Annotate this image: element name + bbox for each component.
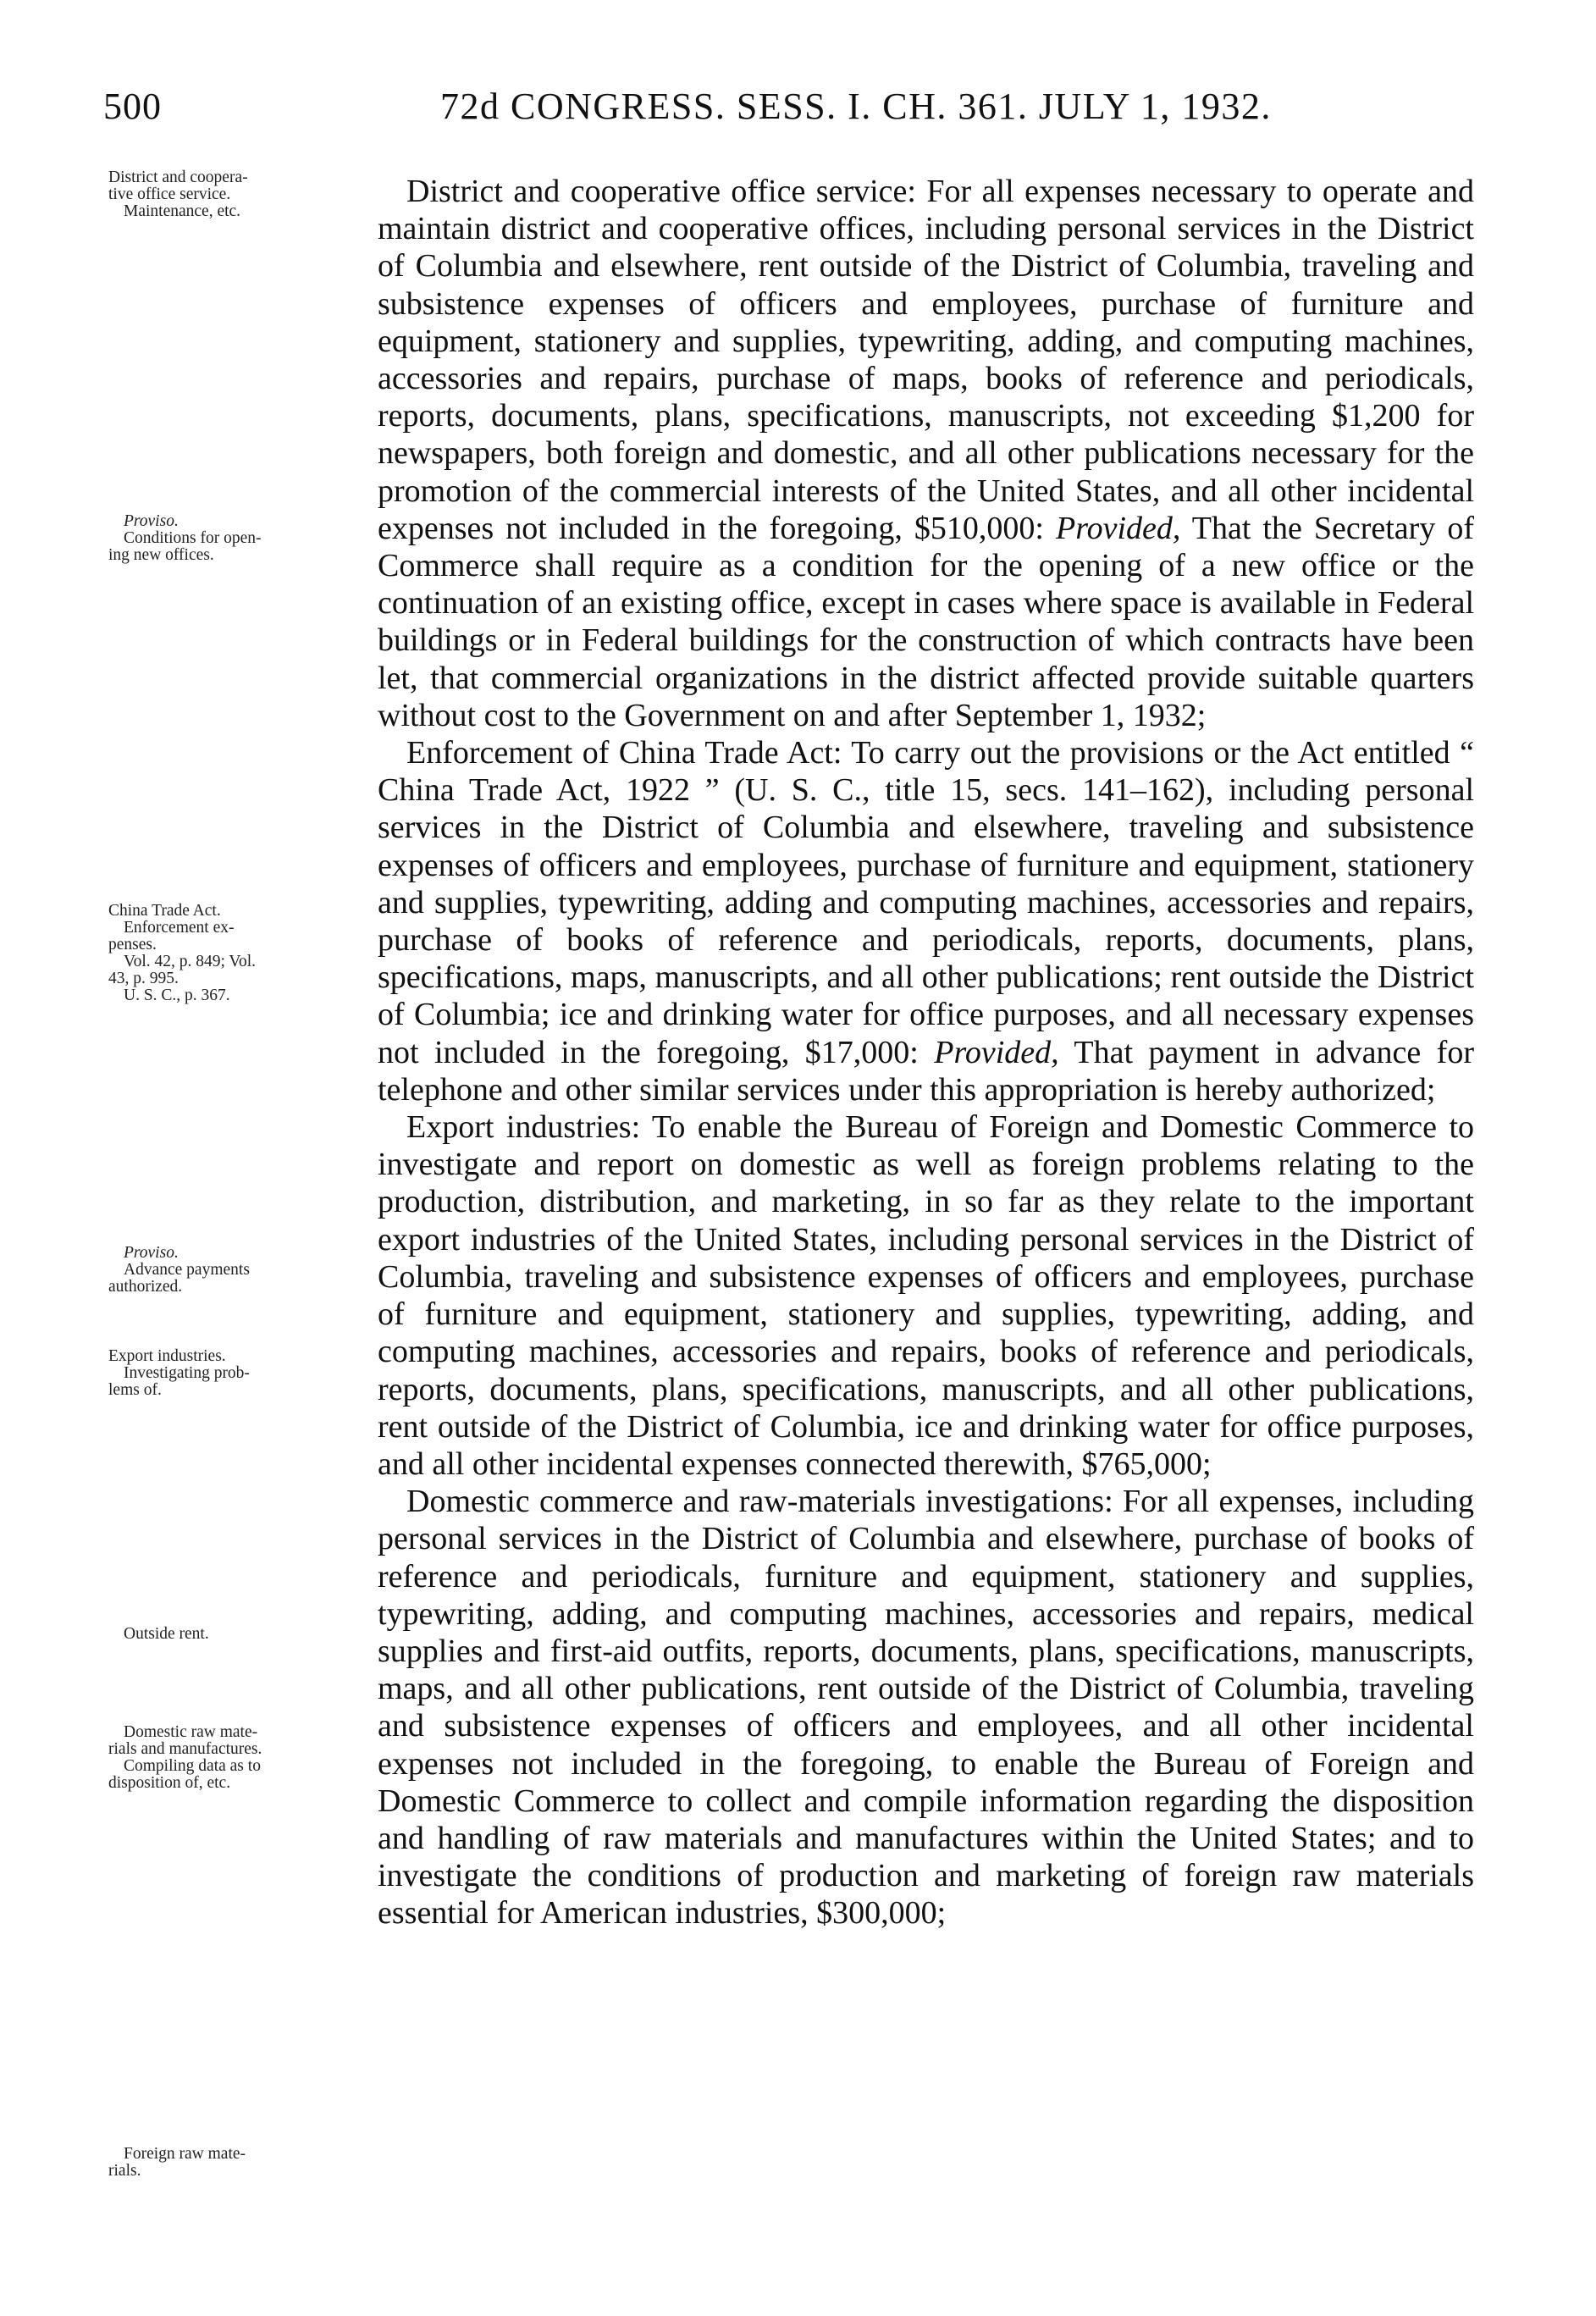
running-head: 72d CONGRESS. SESS. I. CH. 361. JULY 1, 1932. <box>440 86 1272 127</box>
margin-note-line: Outside rent. <box>124 1625 209 1643</box>
margin-note-line: Vol. 42, p. 849; Vol. <box>124 953 257 970</box>
margin-note-line: Foreign raw mate- <box>124 2145 246 2163</box>
margin-note-outside-rent <box>108 1626 367 1643</box>
paragraph-export-industries <box>378 1108 1474 1483</box>
main-text <box>378 173 1474 1932</box>
margin-note-line: Proviso. <box>124 512 179 530</box>
margin-note-line: penses. <box>108 936 157 953</box>
margin-note-line: Enforcement ex- <box>124 919 235 937</box>
margin-note-line: authorized. <box>108 1278 183 1296</box>
paragraph-text: District and cooperative office service: For all expenses necessary to operate and maintain district and cooperative offices, including personal services in the District of Columbia and elsewhere, rent outside of the District of Columbia, traveling and subsistence expenses of officers and employees, purchase of furniture and equipment, stationery and supplies, typewriting, adding, and computing machines, accessories and repairs, purchase of maps, books of reference and periodicals, reports, documents, plans, specifications, manuscripts, not exceeding $1,200 for newspapers, both foreign and domestic, and all other publications necessary for the promotion of the commercial interests of the United States, and all other incidental expenses not included in the foregoing, $510,000: <box>378 174 1474 546</box>
paragraph-text: Enforcement of China Trade Act: To carry out the provisions or the Act entitled “ China Trade Act, 1922 ” (U. S. C., title 15, secs. 141–162), including personal services in the District of Columbia and elsewhere, traveling and subsistence expenses of officers and employees, purchase of furniture and equipment, stationery and supplies, typewriting, adding and computing machines, accessories and repairs, purchase of books of reference and periodicals, reports, documents, plans, specifications, maps, manuscripts, and all other publications; rent outside the District of Columbia; ice and drinking water for office purposes, and all necessary expenses not included in the foregoing, $17,000: <box>378 735 1474 1070</box>
margin-note-line: disposition of, etc. <box>108 1774 231 1792</box>
margin-note-line: 43, p. 995. <box>108 970 179 987</box>
margin-note-line: Domestic raw mate- <box>124 1723 258 1741</box>
margin-note-export-industries <box>108 1348 367 1399</box>
margin-note-line: China Trade Act. <box>108 902 221 920</box>
paragraph-text: That the Secretary of Commerce shall require as a condition for the opening of a new office or the continuation of an existing office, except in cases where space is available in Federal buildings or in Federal buildings for the construction of which contracts have been let, that commercial organizations in the district affected provide suitable quarters without cost to the Government on and after September 1, 1932; <box>378 510 1474 733</box>
margin-note-district-offices <box>108 169 367 220</box>
proviso-keyword: Provided, <box>934 1034 1059 1070</box>
margin-note-line: Maintenance, etc. <box>124 202 241 220</box>
margin-note-line: lems of. <box>108 1381 162 1399</box>
margin-note-domestic-raw-materials <box>108 1724 367 1792</box>
margin-note-line: Investigating prob- <box>124 1364 250 1382</box>
paragraph-domestic-commerce <box>378 1483 1474 1932</box>
paragraph-district-offices <box>378 173 1474 734</box>
margin-note-line: Proviso. <box>124 1244 179 1262</box>
paragraph-china-trade-act <box>378 734 1474 1108</box>
paragraph-text: Domestic commerce and raw-materials investigations: For all expenses, including personal services in the District of Columbia and elsewhere, purchase of books of reference and periodicals, furniture and equipment, stationery and supplies, typewriting, adding, and computing machines, accessories and repairs, medical supplies and first-aid outfits, reports, documents, plans, specifications, manuscripts, maps, and all other publications, rent outside of the District of Columbia, traveling and subsistence expenses of officers and employees, and all other incidental expenses not included in the foregoing, to enable the Bureau of Foreign and Domestic Commerce to collect and compile information regarding the disposition and handling of raw materials and manufactures within the United States; and to investigate the conditions of production and marketing of foreign raw materials essential for American industries, $300,000; <box>378 1484 1474 1932</box>
margin-note-line: Compiling data as to <box>124 1757 261 1775</box>
margin-notes <box>108 169 367 2286</box>
margin-note-line: rials and manufactures. <box>108 1740 262 1758</box>
margin-note-proviso-offices <box>108 513 367 564</box>
margin-note-china-trade-act <box>108 903 367 1004</box>
margin-note-line: ing new offices. <box>108 546 214 564</box>
margin-note-line: Export industries. <box>108 1347 226 1365</box>
margin-note-line: Conditions for open- <box>124 529 262 547</box>
margin-note-line: rials. <box>108 2162 141 2180</box>
paragraph-text: That payment in advance for telephone and other similar services under this appropriation is hereby authorized; <box>378 1034 1474 1108</box>
paragraph-text: Export industries: To enable the Bureau of Foreign and Domestic Commerce to investigate and report on domestic as well as foreign problems relating to the production, distribution, and marketing, in so far as they relate to the important export industries of the United States, including personal services in the District of Columbia, traveling and subsistence expenses of officers and employees, purchase of furniture and equipment, stationery and supplies, typewriting, adding, and computing machines, accessories and repairs, books of reference and periodicals, reports, documents, plans, specifications, manuscripts, and all other publications, rent outside of the District of Columbia, ice and drinking water for office purposes, and all other incidental expenses connected therewith, $765,000; <box>378 1109 1474 1482</box>
margin-note-foreign-raw-materials <box>108 2146 367 2180</box>
margin-note-line: Advance payments <box>124 1261 250 1279</box>
proviso-keyword: Provided, <box>1056 510 1181 546</box>
margin-note-line: tive office service. <box>108 185 231 203</box>
page-header <box>103 85 1469 135</box>
margin-note-proviso-advance <box>108 1245 367 1296</box>
page-number: 500 <box>103 86 162 127</box>
margin-note-line: District and coopera- <box>108 169 248 186</box>
margin-note-line: U. S. C., p. 367. <box>124 987 230 1004</box>
